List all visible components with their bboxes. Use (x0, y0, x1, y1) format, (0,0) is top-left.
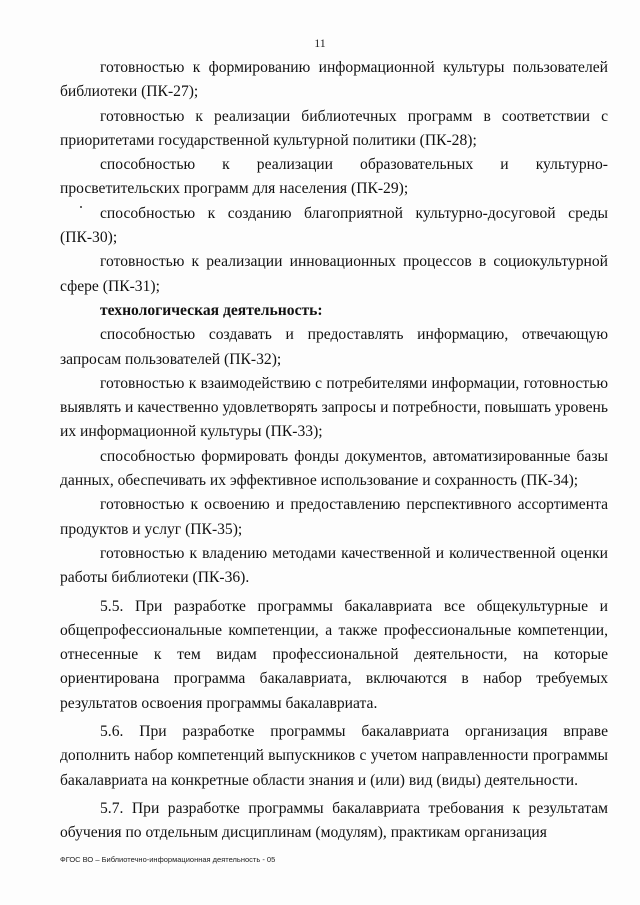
paragraph-pk-28: готовностью к реализации библиотечных программ в соответствии с приоритетами государственной культурной политики (ПК-28); (60, 107, 608, 149)
paragraph-pk-31: готовностью к реализации инновационных процессов в социокультурной сфере (ПК-31); (60, 253, 608, 295)
paragraph-pk-27: готовностью к формированию информационной культуры пользователей библиотеки (ПК-27); (60, 59, 608, 101)
page-number: 11 (314, 36, 326, 50)
paragraph-pk-32: способностью создавать и предоставлять информацию, отвечающую запросам пользователей (ПК-32); (60, 326, 608, 368)
paragraph-pk-30: способностью к созданию благоприятной культурно-досуговой среды (ПК-30); (60, 204, 608, 247)
paragraph-5-7: 5.7. При разработке программы бакалавриата требования к результатам обучения по отдельным дисциплинам (модулям), практикам организация (60, 799, 608, 842)
paragraph-pk-33: готовностью к взаимодействию с потребителями информации, готовностью выявлять и качественно удовлетворять запросы и потребности, повышать уровень их информационной культуры (ПК-33); (60, 374, 608, 441)
paragraph-pk-34: способностью формировать фонды документов, автоматизированные базы данных, обеспечивать их эффективное использование и сохранность (ПК-34); (60, 447, 608, 490)
section-heading-technological: технологическая деятельность: (100, 301, 323, 319)
paragraph-pk-35: готовностью к освоению и предоставлению перспективного ассортимента продуктов и услуг (ПК-35); (60, 496, 608, 538)
page-footer: ФГОС ВО – Библиотечно-информационная деятельность - 05 (60, 855, 276, 864)
document-body (60, 56, 608, 846)
paragraph-pk-36: готовностью к владению методами качественной и количественной оценки работы библиотеки (ПК-36). (60, 544, 608, 587)
scan-speck (80, 206, 82, 208)
paragraph-pk-29: способностью к реализации образовательных и культурно-просветительских программ для населения (ПК-29); (60, 156, 608, 198)
paragraph-5-5: 5.5. При разработке программы бакалавриата все общекультурные и общепрофессиональные компетенции, а также профессиональные компетенции, отнесенные к тем видам профессиональной деятельности, на которые ориентирована программа бакалавриата, включаются в набор требуемых результатов освоения программы бакалавриата. (60, 597, 608, 712)
paragraph-5-6: 5.6. При разработке программы бакалавриата организация вправе дополнить набор компетенций выпускников с учетом направленности программы бакалавриата на конкретные области знания и (или) вид (виды) деятельности. (60, 723, 608, 789)
